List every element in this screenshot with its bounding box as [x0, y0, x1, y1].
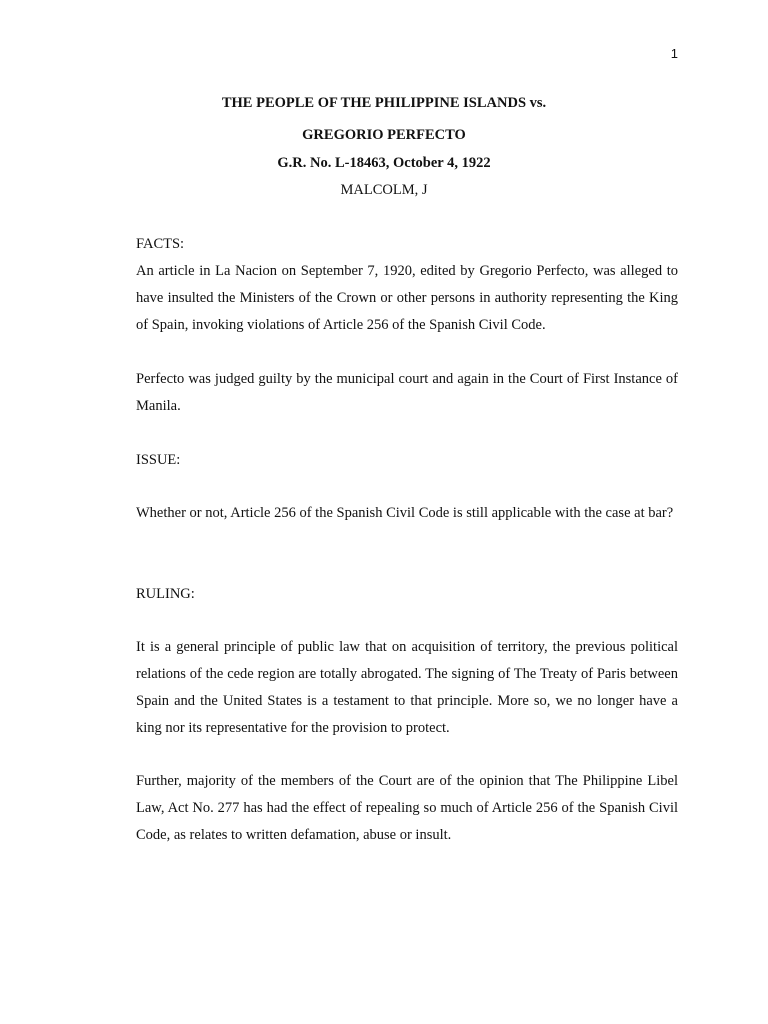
- case-title-line1: THE PEOPLE OF THE PHILIPPINE ISLANDS vs.: [221, 95, 547, 111]
- case-number: G.R. No. L-18463, October 4, 1922: [277, 155, 491, 171]
- ruling-paragraph-2: Further, majority of the members of the Court are of the opinion that The Philippine Libel Law, Act No. 277 has had the effect of repealing so much of Article 256 of the Spanish Civil Code, as relates to written defamation, abuse or insult.: [136, 773, 678, 843]
- facts-heading: FACTS:: [136, 236, 185, 252]
- issue-paragraph: Whether or not, Article 256 of the Spanish Civil Code is still applicable with the case at bar?: [136, 505, 674, 521]
- facts-paragraph: An article in La Nacion on September 7, 1920, edited by Gregorio Perfecto, was alleged to have insulted the Ministers of the Crown or other persons in authority representing the King of Spain, invoking violations of Article 256 of the Spanish Civil Code.: [136, 263, 678, 333]
- ruling-paragraph-1: It is a general principle of public law that on acquisition of territory, the previous political relations of the cede region are totally abrogated. The signing of The Treaty of Paris between Spain and the United States is a testament to that principle. More so, we no longer have a king nor its representative for the provision to protect.: [136, 639, 678, 736]
- ruling-heading: RULING:: [136, 586, 195, 602]
- guilty-paragraph: Perfecto was judged guilty by the municipal court and again in the Court of First Instance of Manila.: [136, 371, 678, 414]
- case-title-line2: GREGORIO PERFECTO: [302, 127, 466, 143]
- page-number: 1: [670, 46, 678, 61]
- issue-heading: ISSUE:: [136, 452, 181, 468]
- ponente: MALCOLM, J: [340, 182, 428, 198]
